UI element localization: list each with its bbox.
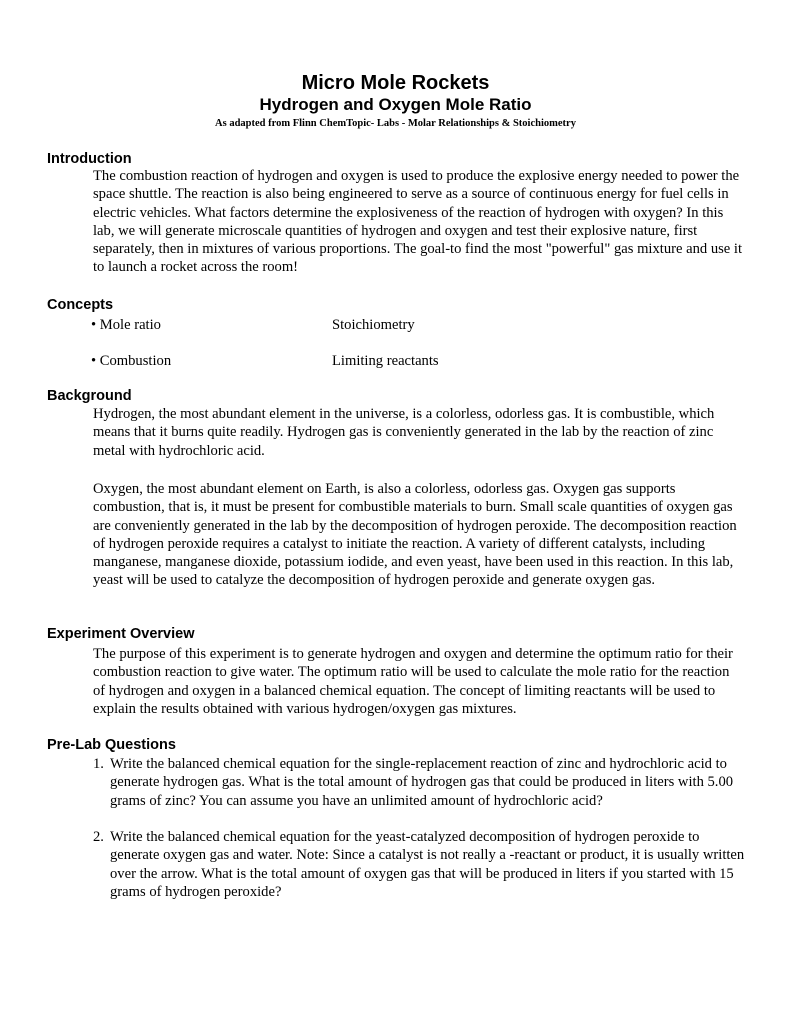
page-title: Micro Mole Rockets: [301, 72, 490, 94]
background-paragraph-2: Oxygen, the most abundant element on Earth, is also a colorless, odorless gas. Oxygen gas supports combustion, that is, it must be present for combustible materials to burn. Small scale quantities of oxygen gas are conveniently generated in the lab by the decomposition of hydrogen peroxide. The decomposition reaction of hydrogen peroxide requires a catalyst to initiate the reaction. A variety of different catalysts, including manganese, manganese dioxide, potassium iodide, and even yeast, have been used in this reaction. In this lab, yeast will be used to catalyze the decomposition of hydrogen peroxide and generate oxygen gas.: [93, 481, 737, 589]
question-text: Write the balanced chemical equation for the yeast-catalyzed decomposition of hydrogen peroxide to generate oxygen gas and water. Note: Since a catalyst is not really a -reactant or product, it is usually written over the arrow. What is the total amount of oxygen gas that will be produced in liters if you started with 15 grams of hydrogen peroxide?: [110, 829, 745, 900]
adapted-note: As adapted from Flinn ChemTopic- Labs - Molar Relationships & Stoichiometry: [215, 118, 576, 129]
question-number: 2.: [93, 829, 104, 845]
concept-item: Limiting reactants: [332, 353, 439, 369]
concepts-heading: Concepts: [47, 297, 114, 313]
concept-item: • Combustion: [91, 353, 172, 369]
question-text: Write the balanced chemical equation for the single-replacement reaction of zinc and hydrochloric acid to generate hydrogen gas. What is the total amount of hydrogen gas that could be produced in liters with 5.00 grams of zinc? You can assume you have an unlimited amount of hydrochloric acid?: [110, 756, 734, 809]
overview-heading: Experiment Overview: [47, 626, 195, 642]
concept-item: • Mole ratio: [91, 317, 161, 333]
background-paragraph-1: Hydrogen, the most abundant element in the universe, is a colorless, odorless gas. It is combustible, which means that it burns quite readily. Hydrogen gas is conveniently generated in the lab by the reaction of zinc metal with hydrochloric acid.: [93, 406, 715, 459]
page-subtitle: Hydrogen and Oxygen Mole Ratio: [259, 95, 532, 114]
background-heading: Background: [47, 388, 132, 404]
introduction-text: The combustion reaction of hydrogen and oxygen is used to produce the explosive energy needed to power the space shuttle. The reaction is also being engineered to serve as a source of continuous energy for fuel cells in electric vehicles. What factors determine the explosiveness of the reaction of hydrogen with oxygen? In this lab, we will generate microscale quantities of hydrogen and oxygen and test their explosive nature, first separately, then in mixtures of various proportions. The goal-to find the most "powerful" gas mixture and use it to launch a rocket across the room!: [93, 168, 743, 276]
introduction-heading: Introduction: [47, 151, 132, 167]
question-number: 1.: [93, 756, 104, 772]
overview-text: The purpose of this experiment is to generate hydrogen and oxygen and determine the optimum ratio for their combustion reaction to give water. The optimum ratio will be used to calculate the mole ratio for the reaction of hydrogen and oxygen in a balanced chemical equation. The concept of limiting reactants will be used to explain the results obtained with various hydrogen/oxygen gas mixtures.: [93, 646, 733, 717]
concept-item: Stoichiometry: [332, 317, 415, 333]
prelab-heading: Pre-Lab Questions: [47, 737, 176, 753]
